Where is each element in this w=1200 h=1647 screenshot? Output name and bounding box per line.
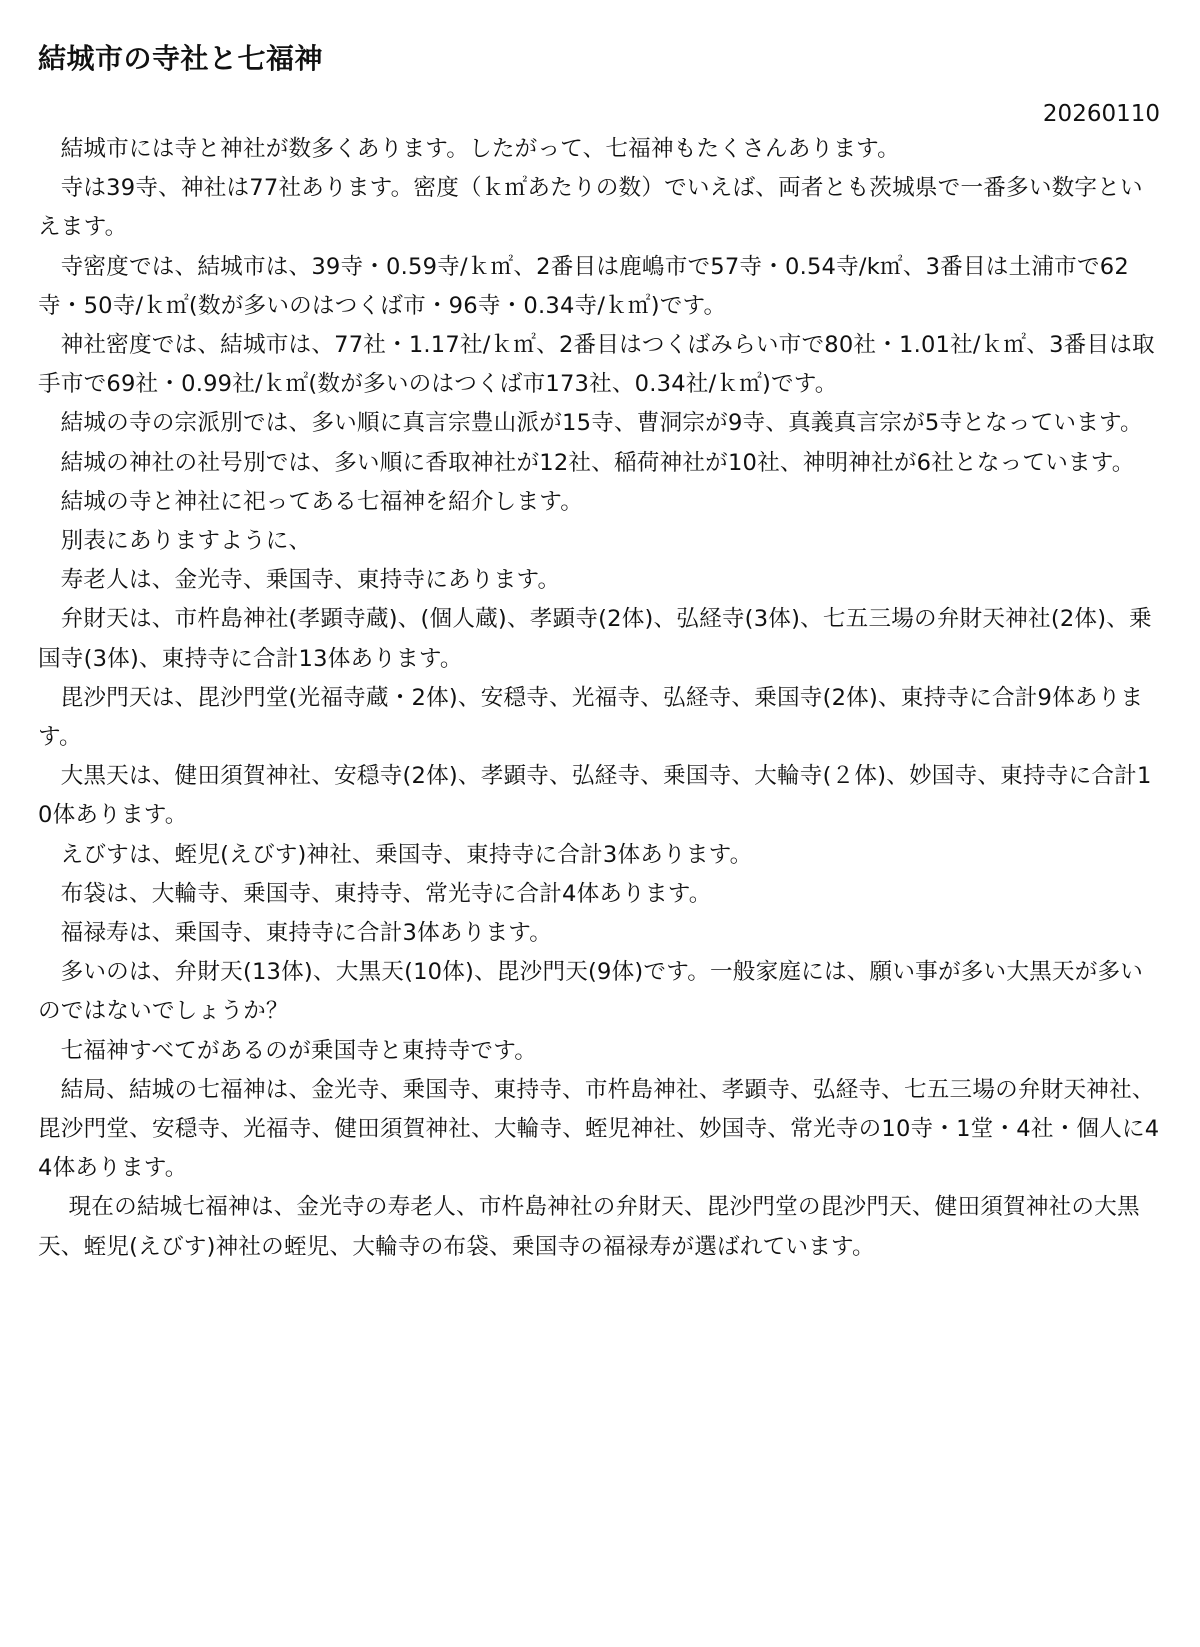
paragraph-summary: 結局、結城の七福神は、金光寺、乗国寺、東持寺、市杵島神社、孝顕寺、弘経寺、七五三場の弁財天神社、毘沙門堂、安穏寺、光福寺、健田須賀神社、大輪寺、蛭児神社、妙国寺、常光寺の10寺・1堂・4社・個人に44体あります。 bbox=[38, 1076, 1160, 1182]
paragraph-fukurokuju: 福禄寿は、乗国寺、東持寺に合計3体あります。 bbox=[60, 920, 553, 947]
paragraph-intro: 結城市には寺と神社が数多くあります。したがって、七福神もたくさんあります。 bbox=[60, 136, 900, 162]
paragraph-shrine-density: 神社密度では、結城市は、77社・1.17社/ｋ㎡、2番目はつくばみらい市で80社・1.01社/ｋ㎡、3番目は取手市で69社・0.99社/ｋ㎡(数が多いのはつくば市173社、0.34社/ｋ㎡)です。 bbox=[38, 332, 1155, 398]
paragraph-benzaiten: 弁財天は、市杵島神社(孝顕寺蔵)、(個人蔵)、孝顕寺(2体)、弘経寺(3体)、七五三場の弁財天神社(2体)、乗国寺(3体)、東持寺に合計13体あります。 bbox=[38, 606, 1152, 672]
paragraph-complete-set: 七福神すべてがあるのが乗国寺と東持寺です。 bbox=[60, 1037, 538, 1064]
paragraph-counts: 寺は39寺、神社は77社あります。密度（ｋ㎡あたりの数）でいえば、両者とも茨城県で一番多い数字といえます。 bbox=[38, 175, 1143, 241]
paragraph-introduce: 結城の寺と神社に祀ってある七福神を紹介します。 bbox=[60, 488, 584, 515]
document-title: 結城市の寺社と七福神 bbox=[38, 42, 324, 75]
paragraph-daikokuten: 大黒天は、健田須賀神社、安穏寺(2体)、孝顕寺、弘経寺、乗国寺、大輪寺(２体)、妙国寺、東持寺に合計10体あります。 bbox=[38, 763, 1152, 829]
document-date: 20260110 bbox=[1042, 101, 1160, 127]
paragraph-current-selection: 現在の結城七福神は、金光寺の寿老人、市杵島神社の弁財天、毘沙門堂の毘沙門天、健田須賀神社の大黒天、蛭児(えびす)神社の蛭児、大輪寺の布袋、乗国寺の福禄寿が選ばれています。 bbox=[38, 1194, 1140, 1260]
paragraph-hotei: 布袋は、大輪寺、乗国寺、東持寺、常光寺に合計4体あります。 bbox=[60, 880, 712, 907]
paragraph-jurojin: 寿老人は、金光寺、乗国寺、東持寺にあります。 bbox=[60, 567, 561, 594]
paragraph-shrine-names: 結城の神社の社号別では、多い順に香取神社が12社、稲荷神社が10社、神明神社が6社となっています。 bbox=[60, 449, 1135, 476]
paragraph-ebisu: えびすは、蛭児(えびす)神社、乗国寺、東持寺に合計3体あります。 bbox=[60, 841, 753, 868]
document-body bbox=[38, 130, 1162, 1267]
paragraph-most-common: 多いのは、弁財天(13体)、大黒天(10体)、毘沙門天(9体)です。一般家庭には、願い事が多い大黒天が多いのではないでしょうか？ bbox=[38, 959, 1144, 1025]
paragraph-table-note: 別表にありますように、 bbox=[60, 528, 312, 555]
paragraph-temple-sects: 結城の寺の宗派別では、多い順に真言宗豊山派が15寺、曹洞宗が9寺、真義真言宗が5寺となっています。 bbox=[60, 410, 1143, 437]
paragraph-temple-density: 寺密度では、結城市は、39寺・0.59寺/ｋ㎡、2番目は鹿嶋市で57寺・0.54寺/k㎡、3番目は土浦市で62寺・50寺/ｋ㎡(数が多いのはつくば市・96寺・0.34寺/ｋ㎡)です。 bbox=[38, 253, 1129, 319]
paragraph-bishamonten: 毘沙門天は、毘沙門堂(光福寺蔵・2体)、安穏寺、光福寺、弘経寺、乗国寺(2体)、東持寺に合計9体あります。 bbox=[38, 684, 1144, 751]
